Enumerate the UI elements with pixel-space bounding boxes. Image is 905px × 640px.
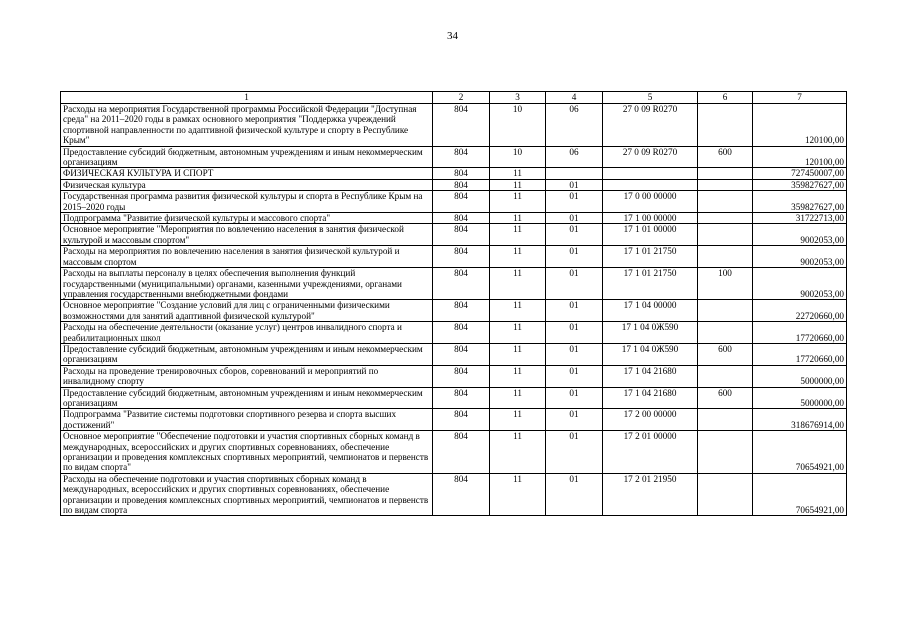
row-sum-cell: 70654921,00: [753, 473, 847, 516]
row-section-cell: 11: [490, 179, 546, 190]
row-subsection-cell: 01: [546, 322, 603, 344]
table-row: [61, 224, 847, 246]
row-section-cell: 11: [490, 213, 546, 224]
row-target-cell: 17 1 01 21750: [603, 268, 698, 300]
row-subsection-cell: 01: [546, 409, 603, 431]
table-row: [61, 387, 847, 409]
row-target-cell: 17 2 00 00000: [603, 409, 698, 431]
column-header: 1: [61, 92, 433, 104]
row-section-cell: 11: [490, 246, 546, 268]
row-section-cell: 11: [490, 431, 546, 474]
row-subsection-cell: 01: [546, 179, 603, 190]
row-name-cell: Основное мероприятие "Мероприятия по вовлечению населения в занятия физической культурой и массовым спортом": [61, 224, 433, 246]
table-row: [61, 268, 847, 300]
column-header: 7: [753, 92, 847, 104]
row-target-cell: 17 1 04 0Ж590: [603, 343, 698, 365]
row-sum-cell: 17720660,00: [753, 322, 847, 344]
row-grbs-cell: 804: [433, 179, 490, 190]
table-row: [61, 409, 847, 431]
row-section-cell: 11: [490, 191, 546, 213]
row-subsection-cell: 01: [546, 268, 603, 300]
row-name-cell: Предоставление субсидий бюджетным, автономным учреждениям и иным некоммерческим организациям: [61, 343, 433, 365]
row-grbs-cell: 804: [433, 473, 490, 516]
row-subsection-cell: 01: [546, 431, 603, 474]
row-subsection-cell: 01: [546, 387, 603, 409]
row-target-cell: [603, 168, 698, 179]
row-name-cell: Основное мероприятие "Обеспечение подготовки и участия спортивных сборных команд в международных, всероссийских и других спортивных соревнованиях, обеспечение организации и проведения комплексных спортивных мероприятий, чемпионатов и первенств по видам спорта": [61, 431, 433, 474]
table-row: [61, 146, 847, 168]
row-section-cell: 10: [490, 104, 546, 147]
table-row: [61, 191, 847, 213]
row-target-cell: 27 0 09 R0270: [603, 104, 698, 147]
row-target-cell: 17 1 04 0Ж590: [603, 322, 698, 344]
row-grbs-cell: 804: [433, 343, 490, 365]
row-section-cell: 11: [490, 365, 546, 387]
row-expense-type-cell: [698, 179, 753, 190]
row-name-cell: Подпрограмма "Развитие системы подготовки спортивного резерва и спорта высших достижений": [61, 409, 433, 431]
table-row: [61, 300, 847, 322]
column-header: 2: [433, 92, 490, 104]
column-header: 4: [546, 92, 603, 104]
table-row: [61, 213, 847, 224]
row-sum-cell: 9002053,00: [753, 246, 847, 268]
row-grbs-cell: 804: [433, 168, 490, 179]
column-header: 5: [603, 92, 698, 104]
row-target-cell: 17 1 04 21680: [603, 387, 698, 409]
row-grbs-cell: 804: [433, 224, 490, 246]
row-sum-cell: 318676914,00: [753, 409, 847, 431]
row-grbs-cell: 804: [433, 246, 490, 268]
row-name-cell: Расходы на мероприятия по вовлечению населения в занятия физической культурой и массовым спортом: [61, 246, 433, 268]
row-target-cell: 17 1 01 21750: [603, 246, 698, 268]
row-sum-cell: 70654921,00: [753, 431, 847, 474]
row-section-cell: 11: [490, 168, 546, 179]
row-expense-type-cell: 600: [698, 146, 753, 168]
row-expense-type-cell: [698, 213, 753, 224]
table-row: [61, 322, 847, 344]
row-name-cell: Основное мероприятие "Создание условий для лиц с ограниченными физическими возможностями для занятий адаптивной физической культурой": [61, 300, 433, 322]
column-header: 3: [490, 92, 546, 104]
row-grbs-cell: 804: [433, 322, 490, 344]
row-expense-type-cell: 600: [698, 343, 753, 365]
table-row: [61, 343, 847, 365]
row-expense-type-cell: [698, 322, 753, 344]
row-expense-type-cell: [698, 191, 753, 213]
row-name-cell: Предоставление субсидий бюджетным, автономным учреждениям и иным некоммерческим организациям: [61, 146, 433, 168]
row-sum-cell: 120100,00: [753, 104, 847, 147]
row-grbs-cell: 804: [433, 387, 490, 409]
row-name-cell: Расходы на проведение тренировочных сборов, соревнований и мероприятий по инвалидному спорту: [61, 365, 433, 387]
row-target-cell: 17 2 01 00000: [603, 431, 698, 474]
row-expense-type-cell: [698, 300, 753, 322]
row-sum-cell: 359827627,00: [753, 191, 847, 213]
row-subsection-cell: 01: [546, 343, 603, 365]
budget-table: [60, 91, 847, 516]
row-section-cell: 11: [490, 300, 546, 322]
row-subsection-cell: 01: [546, 224, 603, 246]
row-name-cell: Физическая культура: [61, 179, 433, 190]
column-header: 6: [698, 92, 753, 104]
row-grbs-cell: 804: [433, 146, 490, 168]
table-row: [61, 431, 847, 474]
row-sum-cell: 359827627,00: [753, 179, 847, 190]
row-grbs-cell: 804: [433, 300, 490, 322]
row-grbs-cell: 804: [433, 213, 490, 224]
table-row: [61, 246, 847, 268]
row-grbs-cell: 804: [433, 431, 490, 474]
row-name-cell: Предоставление субсидий бюджетным, автономным учреждениям и иным некоммерческим организациям: [61, 387, 433, 409]
row-grbs-cell: 804: [433, 191, 490, 213]
row-name-cell: Подпрограмма "Развитие физической культуры и массового спорта": [61, 213, 433, 224]
row-expense-type-cell: [698, 104, 753, 147]
row-expense-type-cell: [698, 473, 753, 516]
row-sum-cell: 5000000,00: [753, 365, 847, 387]
row-target-cell: 27 0 09 R0270: [603, 146, 698, 168]
row-subsection-cell: 01: [546, 213, 603, 224]
row-grbs-cell: 804: [433, 268, 490, 300]
row-expense-type-cell: [698, 431, 753, 474]
row-subsection-cell: [546, 168, 603, 179]
row-target-cell: 17 2 01 21950: [603, 473, 698, 516]
row-subsection-cell: 01: [546, 473, 603, 516]
row-name-cell: ФИЗИЧЕСКАЯ КУЛЬТУРА И СПОРТ: [61, 168, 433, 179]
table-header-row: [61, 92, 847, 104]
row-sum-cell: 22720660,00: [753, 300, 847, 322]
row-subsection-cell: 06: [546, 104, 603, 147]
row-grbs-cell: 804: [433, 365, 490, 387]
row-expense-type-cell: [698, 168, 753, 179]
row-subsection-cell: 01: [546, 365, 603, 387]
table-row: [61, 179, 847, 190]
row-subsection-cell: 01: [546, 300, 603, 322]
row-grbs-cell: 804: [433, 104, 490, 147]
row-target-cell: 17 1 04 21680: [603, 365, 698, 387]
row-expense-type-cell: [698, 409, 753, 431]
row-sum-cell: 17720660,00: [753, 343, 847, 365]
table-row: [61, 104, 847, 147]
row-target-cell: 17 1 00 00000: [603, 213, 698, 224]
row-name-cell: Расходы на выплаты персоналу в целях обеспечения выполнения функций государственными (муниципальными) органами, казенными учреждениями, органами управления государственными внебюджетными фондами: [61, 268, 433, 300]
row-section-cell: 11: [490, 322, 546, 344]
row-sum-cell: 9002053,00: [753, 268, 847, 300]
table-row: [61, 168, 847, 179]
row-target-cell: 17 1 01 00000: [603, 224, 698, 246]
row-sum-cell: 727450007,00: [753, 168, 847, 179]
row-sum-cell: 5000000,00: [753, 387, 847, 409]
row-expense-type-cell: [698, 365, 753, 387]
row-sum-cell: 9002053,00: [753, 224, 847, 246]
row-target-cell: [603, 179, 698, 190]
row-section-cell: 11: [490, 387, 546, 409]
row-section-cell: 10: [490, 146, 546, 168]
row-section-cell: 11: [490, 473, 546, 516]
row-section-cell: 11: [490, 268, 546, 300]
row-target-cell: 17 0 00 00000: [603, 191, 698, 213]
table-row: [61, 365, 847, 387]
row-section-cell: 11: [490, 409, 546, 431]
row-name-cell: Расходы на обеспечение деятельности (оказание услуг) центров инвалидного спорта и реабилитационных школ: [61, 322, 433, 344]
row-sum-cell: 31722713,00: [753, 213, 847, 224]
row-subsection-cell: 01: [546, 246, 603, 268]
row-expense-type-cell: 100: [698, 268, 753, 300]
row-sum-cell: 120100,00: [753, 146, 847, 168]
row-subsection-cell: 01: [546, 191, 603, 213]
row-section-cell: 11: [490, 343, 546, 365]
row-name-cell: Государственная программа развития физической культуры и спорта в Республике Крым на 2015–2020 годы: [61, 191, 433, 213]
row-expense-type-cell: 600: [698, 387, 753, 409]
row-name-cell: Расходы на обеспечение подготовки и участия спортивных сборных команд в международных, всероссийских и других спортивных соревнованиях, обеспечение организации и проведения комплексных спортивных мероприятий, чемпионатов и первенств по видам спорта: [61, 473, 433, 516]
row-section-cell: 11: [490, 224, 546, 246]
table-row: [61, 473, 847, 516]
row-target-cell: 17 1 04 00000: [603, 300, 698, 322]
row-grbs-cell: 804: [433, 409, 490, 431]
row-subsection-cell: 06: [546, 146, 603, 168]
row-expense-type-cell: [698, 224, 753, 246]
page-number: 34: [447, 30, 458, 42]
row-expense-type-cell: [698, 246, 753, 268]
row-name-cell: Расходы на мероприятия Государственной программы Российской Федерации "Доступная среда" на 2011–2020 годы в рамках основного мероприятия "Поддержка учреждений спортивной направленности по адаптивной физической культуре и спорту в Республике Крым": [61, 104, 433, 147]
